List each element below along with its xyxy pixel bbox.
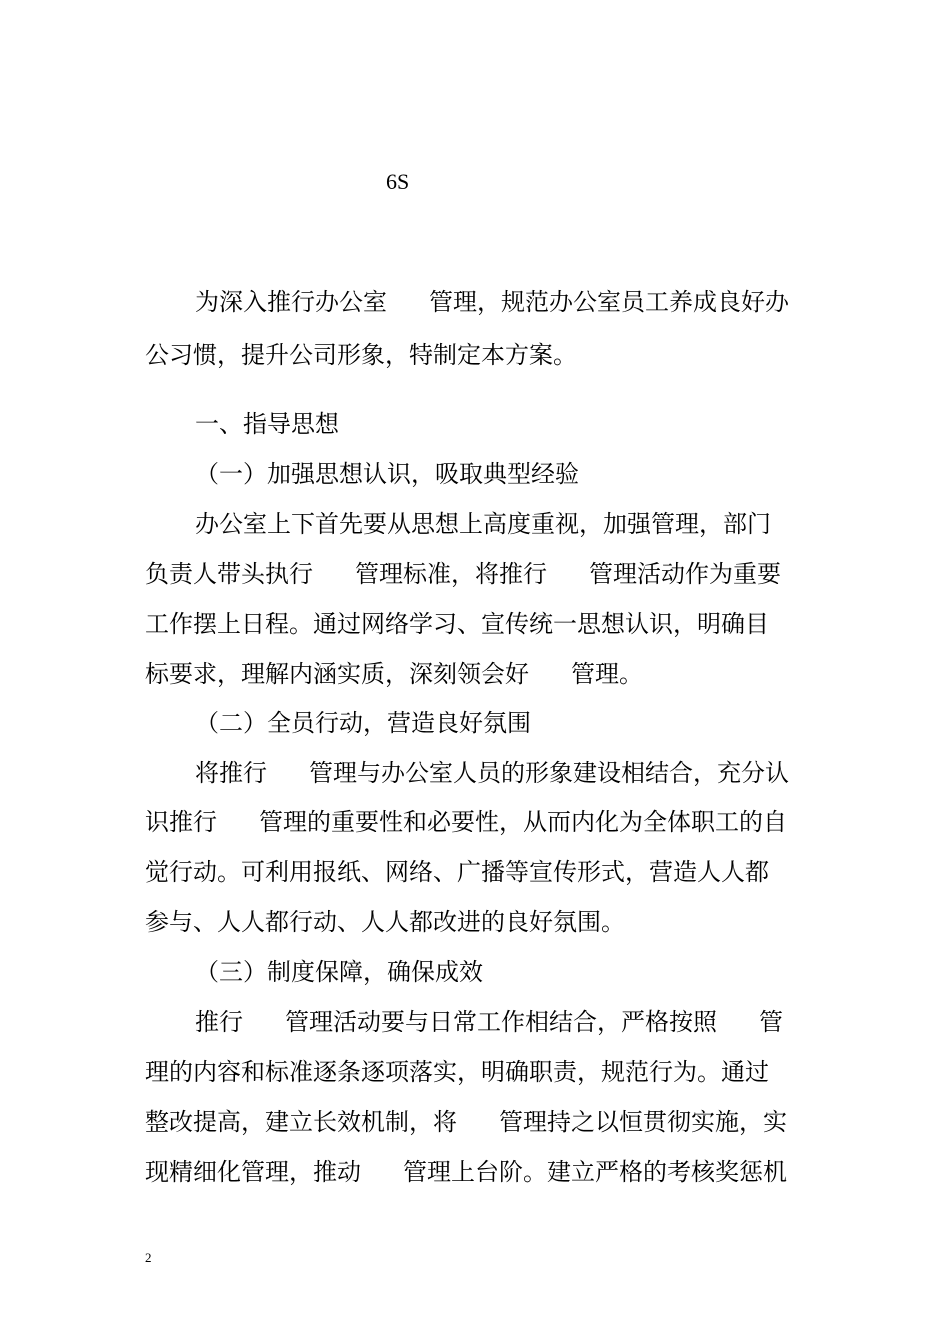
sub3-line-4-part-b: 管理上台阶。建立严格的考核奖惩机	[403, 1158, 787, 1186]
subsection-2-heading: （二）全员行动，营造良好氛围	[195, 709, 531, 737]
sub2-line-3: 觉行动。可利用报纸、网络、广播等宣传形式，营造人人都	[145, 858, 769, 886]
sub1-line-2-part-a: 负责人带头执行	[145, 560, 313, 588]
title-6s-code: 6S	[386, 169, 410, 194]
sub3-line-1-part-a: 推行	[195, 1008, 243, 1036]
sub1-line-4	[145, 658, 643, 690]
intro-line-1-part-b: 管理，规范办公室员工养成良好办	[429, 288, 789, 316]
intro-line-1	[195, 286, 789, 318]
sub3-line-3	[145, 1106, 787, 1138]
sub1-line-2-part-b: 管理标准，将推行	[355, 560, 547, 588]
sub1-line-4-part-b: 管理。	[571, 660, 643, 688]
sub1-line-2-part-c: 管理活动作为重要	[589, 560, 781, 588]
intro-line-1-part-a: 为深入推行办公室	[195, 288, 387, 316]
subsection-1-heading: （一）加强思想认识，吸取典型经验	[195, 460, 579, 488]
sub3-line-1-part-c: 管	[759, 1008, 783, 1036]
sub2-line-1	[195, 757, 789, 789]
subsection-3-heading: （三）制度保障，确保成效	[195, 958, 483, 986]
sub2-line-1-part-a: 将推行	[195, 759, 267, 787]
sub2-line-2-part-a: 识推行	[145, 808, 217, 836]
sub1-line-2	[145, 558, 781, 590]
sub2-line-2	[145, 806, 787, 838]
sub3-line-1	[195, 1006, 783, 1038]
sub3-line-4-part-a: 现精细化管理，推动	[145, 1158, 361, 1186]
sub3-line-2: 理的内容和标准逐条逐项落实，明确职责，规范行为。通过	[145, 1058, 769, 1086]
sub1-line-4-part-a: 标要求，理解内涵实质，深刻领会好	[145, 660, 529, 688]
sub3-line-1-part-b: 管理活动要与日常工作相结合，严格按照	[285, 1008, 717, 1036]
sub1-line-1: 办公室上下首先要从思想上高度重视，加强管理，部门	[195, 510, 771, 538]
sub2-line-1-part-b: 管理与办公室人员的形象建设相结合，充分认	[309, 759, 789, 787]
sub3-line-4	[145, 1156, 787, 1188]
section-1-heading: 一、指导思想	[195, 410, 339, 438]
sub2-line-2-part-b: 管理的重要性和必要性，从而内化为全体职工的自	[259, 808, 787, 836]
sub2-line-4: 参与、人人都行动、人人都改进的良好氛围。	[145, 908, 625, 936]
page-number: 2	[145, 1250, 152, 1265]
sub1-line-3: 工作摆上日程。通过网络学习、宣传统一思想认识，明确目	[145, 610, 769, 638]
sub3-line-3-part-a: 整改提高，建立长效机制，将	[145, 1108, 457, 1136]
sub3-line-3-part-b: 管理持之以恒贯彻实施，实	[499, 1108, 787, 1136]
document-title-line-2	[330, 168, 409, 196]
intro-line-2: 公习惯，提升公司形象，特制定本方案。	[145, 341, 577, 369]
